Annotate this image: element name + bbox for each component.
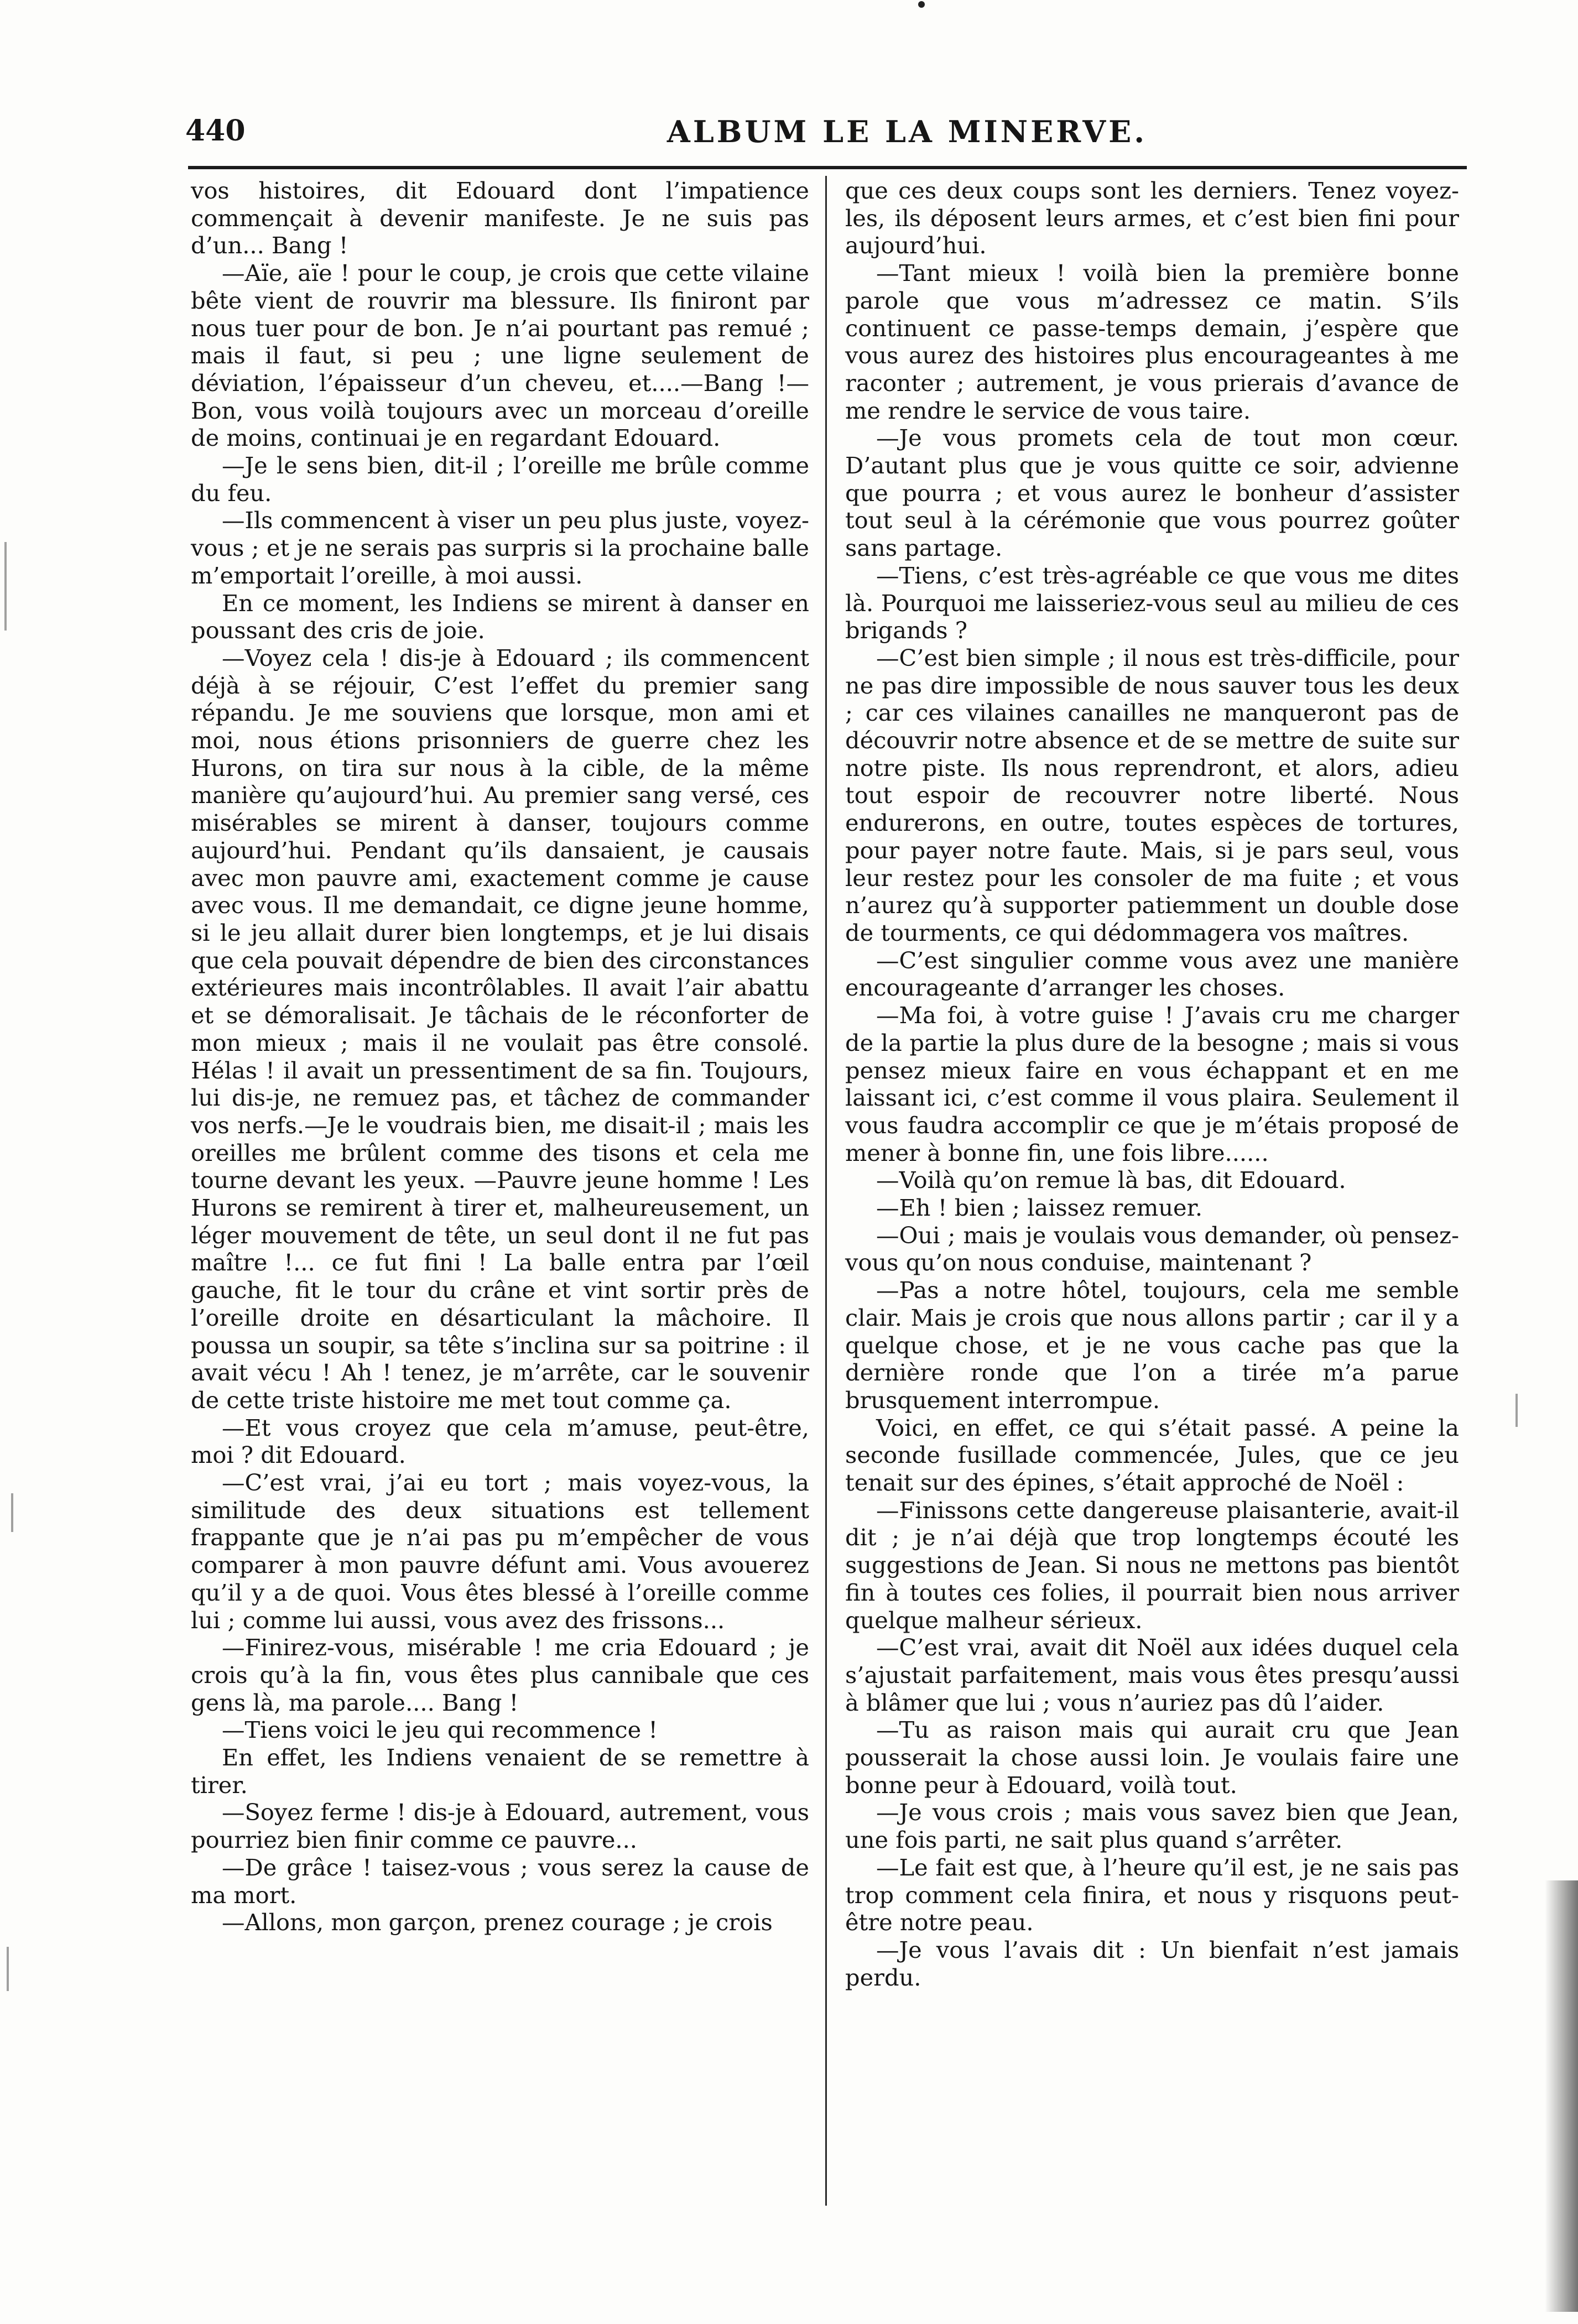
print-dot — [918, 1, 925, 8]
paragraph: —Et vous croyez que cela m’amuse, peut-être, moi ? dit Edouard. — [191, 1414, 809, 1469]
paragraph: —Tiens, c’est très-agréable ce que vous me dites là. Pourquoi me laisseriez-vous seul au milieu de ces brigands ? — [845, 561, 1459, 644]
page-edge-shadow — [1545, 1880, 1578, 2312]
margin-speck — [11, 1493, 13, 1532]
margin-speck — [4, 542, 7, 630]
paragraph: —Ils commencent à viser un peu plus juste, voyez-vous ; et je ne serais pas surpris si la prochaine balle m’emportait l’oreille, à moi aussi. — [191, 507, 809, 589]
paragraph: —Voilà qu’on remue là bas, dit Edouard. — [876, 1166, 1346, 1194]
left-column — [191, 177, 809, 1936]
paragraph: —Tant mieux ! voilà bien la première bonne parole que vous m’adressez ce matin. S’ils continuent ce passe-temps demain, j’espère que vous aurez des histoires plus encourageantes à me raconter ; autrement, je vous prierais d’avance de me rendre le service de vous taire. — [845, 259, 1459, 424]
paragraph: —Voyez cela ! dis-je à Edouard ; ils commencent déjà à se réjouir, C’est l’effet du premier sang répandu. Je me souviens que lorsque, mon ami et moi, nous étions prisonniers de guerre chez les Hurons, on tira sur nous à la cible, de la même manière qu’aujourd’hui. Au premier sang versé, ces misérables se mirent à danser, toujours comme aujourd’hui. Pendant qu’ils dansaient, je causais avec mon pauvre ami, exactement comme je cause avec vous. Il me demandait, ce digne jeune homme, si le jeu allait durer bien longtemps, et je lui disais que cela pouvait dépendre de bien des circonstances extérieures mais incontrôlables. Il avait l’air abattu et se démoralisait. Je tâchais de le réconforter de mon mieux ; mais il ne voulait pas être consolé. Hélas ! il avait un pressentiment de sa fin. Toujours, lui dis-je, ne remuez pas, et tâchez de commander vos nerfs.—Je le voudrais bien, me disait-il ; mais les oreilles me brûlent comme des tisons et cela me tourne devant les yeux. —Pauvre jeune homme ! Les Hurons se remirent à tirer et, malheureusement, un léger mouvement de tête, un seul dont il ne fut pas maître !... ce fut fini ! La balle entra par l’œil gauche, fit le tour du crâne et vint sortir près de l’oreille droite en désarticulant la mâchoire. Il poussa un soupir, sa tête s’inclina sur sa poitrine : il avait vécu ! Ah ! tenez, je m’arrête, car le souvenir de cette triste histoire me met tout comme ça. — [191, 644, 809, 1414]
paragraph: —Je le sens bien, dit-il ; l’oreille me brûle comme du feu. — [191, 452, 809, 507]
paragraph: —Tiens voici le jeu qui recommence ! — [222, 1716, 658, 1744]
column-divider — [825, 176, 827, 2206]
paragraph: En ce moment, les Indiens se mirent à danser en poussant des cris de joie. — [191, 589, 809, 644]
paragraph: —Tu as raison mais qui aurait cru que Jean pousserait la chose aussi loin. Je voulais faire une bonne peur à Edouard, voilà tout. — [845, 1716, 1459, 1799]
page-number: 440 — [185, 114, 246, 148]
paragraph: —C’est singulier comme vous avez une manière encourageante d’arranger les choses. — [845, 946, 1459, 1002]
paragraph: —De grâce ! taisez-vous ; vous serez la cause de ma mort. — [191, 1853, 809, 1909]
paragraph: —Pas a notre hôtel, toujours, cela me semble clair. Mais je crois que nous allons partir ; car il y a quelque chose, et je ne vous cache pas que la dernière ronde que l’on a tirée m’a parue brusquement interrompue. — [845, 1276, 1459, 1414]
paragraph: —C’est bien simple ; il nous est très-difficile, pour ne pas dire impossible de nous sauver tous les deux ; car ces vilaines canailles ne manqueront pas de découvrir notre absence et de se mettre de suite sur notre piste. Ils nous reprendront, et alors, adieu tout espoir de recouvrer notre liberté. Nous endurerons, en outre, toutes espèces de tortures, pour payer notre faute. Mais, si je pars seul, vous leur restez pour les consoler de ma fuite ; et vous n’aurez qu’à supporter patiemment un double dose de tourments, ce qui dédommagera vos maîtres. — [845, 644, 1459, 946]
paragraph: —Oui ; mais je voulais vous demander, où pensez-vous qu’on nous conduise, maintenant ? — [845, 1221, 1459, 1276]
paragraph: —Je vous l’avais dit : Un bienfait n’est jamais perdu. — [845, 1936, 1459, 1991]
paragraph: Voici, en effet, ce qui s’était passé. A peine la seconde fusillade commencée, Jules, que ce jeu tenait sur des épines, s’était approché de Noël : — [845, 1414, 1459, 1497]
right-column — [845, 177, 1459, 1991]
page-header — [185, 106, 1463, 156]
paragraph: —Le fait est que, à l’heure qu’il est, je ne sais pas trop comment cela finira, et nous y risquons peut-être notre peau. — [845, 1853, 1459, 1936]
paragraph: vos histoires, dit Edouard dont l’impatience commençait à devenir manifeste. Je ne suis pas d’un... Bang ! — [191, 177, 809, 259]
margin-speck — [7, 1947, 9, 1991]
paragraph: —Je vous promets cela de tout mon cœur. D’autant plus que je vous quitte ce soir, advienne que pourra ; et vous aurez le bonheur d’assister tout seul à la cérémonie que vous pourrez goûter sans partage. — [845, 424, 1459, 562]
paragraph: —Eh ! bien ; laissez remuer. — [876, 1194, 1203, 1222]
margin-speck — [1515, 1394, 1518, 1427]
paragraph: —C’est vrai, avait dit Noël aux idées duquel cela s’ajustait parfaitement, mais vous êtes presqu’aussi à blâmer que lui ; vous n’auriez pas dû l’aider. — [845, 1634, 1459, 1716]
paragraph: —Je vous crois ; mais vous savez bien que Jean, une fois parti, ne sait plus quand s’arrêter. — [845, 1799, 1459, 1854]
paragraph: —C’est vrai, j’ai eu tort ; mais voyez-vous, la similitude des deux situations est tellement frappante que je n’ai pas pu m’empêcher de vous comparer à mon pauvre défunt ami. Vous avouerez qu’il y a de quoi. Vous êtes blessé à l’oreille comme lui ; comme lui aussi, vous avez des frissons... — [191, 1469, 809, 1634]
header-rule — [188, 166, 1467, 169]
paragraph: —Ma foi, à votre guise ! J’avais cru me charger de la partie la plus dure de la besogne ; mais si vous pensez mieux faire en vous échappant et en me laissant ici, c’est comme il vous plaira. Seulement il vous faudra accomplir ce que je m’étais proposé de mener à bonne fin, une fois libre...... — [845, 1002, 1459, 1166]
paragraph: En effet, les Indiens venaient de se remettre à tirer. — [191, 1744, 809, 1799]
paragraph: —Allons, mon garçon, prenez courage ; je crois — [222, 1909, 773, 1936]
paragraph: —Soyez ferme ! dis-je à Edouard, autrement, vous pourriez bien finir comme ce pauvre... — [191, 1799, 809, 1854]
journal-title: ALBUM LE LA MINERVE. — [666, 114, 1148, 149]
paragraph: —Finirez-vous, misérable ! me cria Edouard ; je crois qu’à la fin, vous êtes plus cannibale que ces gens là, ma parole.... Bang ! — [191, 1634, 809, 1716]
paragraph: que ces deux coups sont les derniers. Tenez voyez-les, ils déposent leurs armes, et c’est bien fini pour aujourd’hui. — [845, 177, 1459, 259]
paragraph: —Finissons cette dangereuse plaisanterie, avait-il dit ; je n’ai déjà que trop longtemps écouté les suggestions de Jean. Si nous ne mettons pas bientôt fin à toutes ces folies, il pourrait bien nous arriver quelque malheur sérieux. — [845, 1496, 1459, 1634]
paragraph: —Aïe, aïe ! pour le coup, je crois que cette vilaine bête vient de rouvrir ma blessure. Ils finiront par nous tuer pour de bon. Je n’ai pourtant pas remué ; mais il faut, si peu ; une ligne seulement de déviation, l’épaisseur d’un cheveu, et....—Bang !—Bon, vous voilà toujours avec un morceau d’oreille de moins, continuai je en regardant Edouard. — [191, 259, 809, 452]
